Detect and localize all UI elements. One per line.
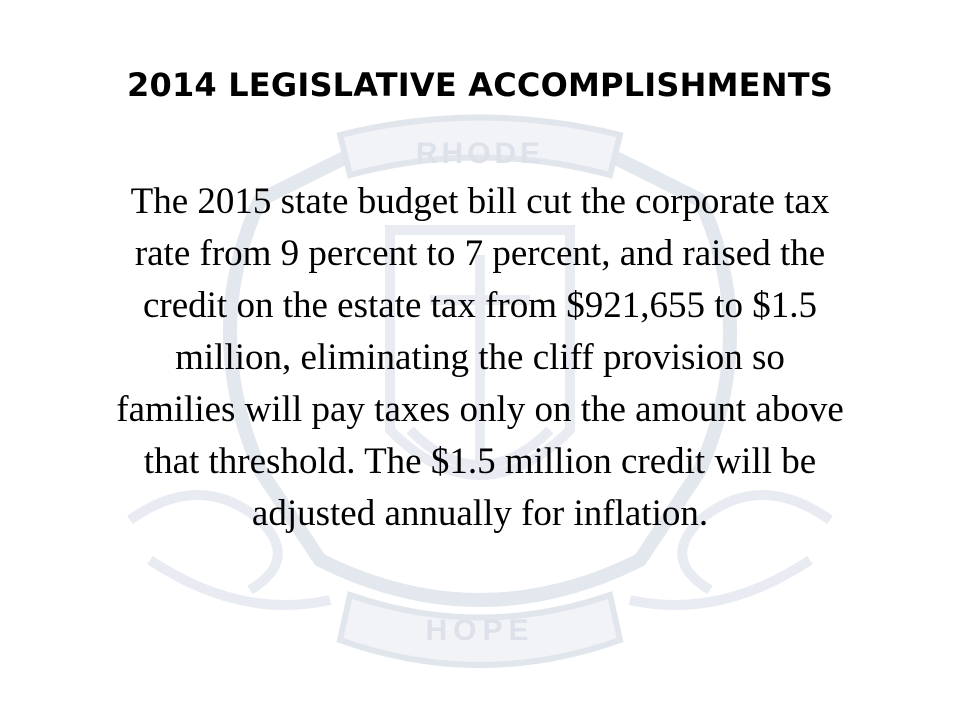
body-line: rate from 9 percent to 7 percent, and raised the — [134, 233, 826, 274]
body-line: adjusted annually for inflation. — [251, 493, 709, 534]
body-line: The 2015 state budget bill cut the corporate tax — [130, 181, 830, 222]
body-line: families will pay taxes only on the amount above — [116, 389, 844, 430]
slide-body — [50, 176, 910, 540]
body-line: credit on the estate tax from $921,655 to $1.5 — [142, 285, 818, 326]
body-line: that threshold. The $1.5 million credit will be — [143, 441, 817, 482]
slide-title: 2014 LEGISLATIVE ACCOMPLISHMENTS — [127, 66, 833, 104]
body-line: million, eliminating the cliff provision so — [175, 337, 785, 378]
watermark-top-banner-text: RHODE — [415, 137, 545, 170]
watermark-bottom-banner-text: HOPE — [425, 614, 535, 647]
